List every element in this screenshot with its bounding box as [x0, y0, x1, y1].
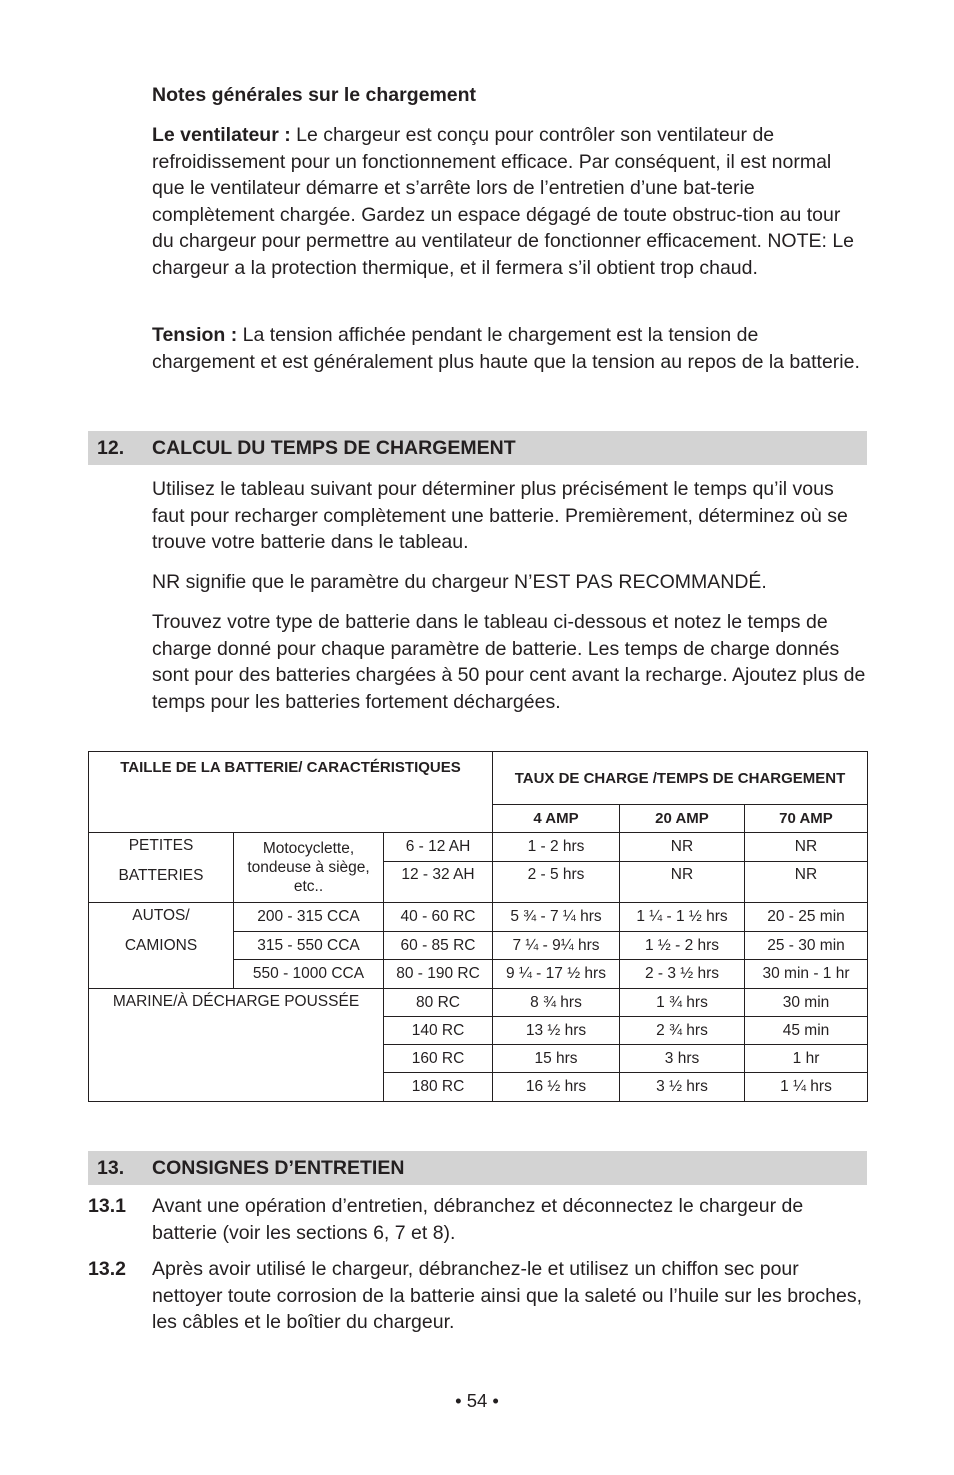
- table-cell: 200 - 315 CCA: [234, 903, 384, 932]
- table-cell: NR: [620, 833, 745, 862]
- item-13-1-number: 13.1: [88, 1195, 126, 1217]
- table-cell: NR: [620, 862, 745, 903]
- table-cell: 140 RC: [384, 1017, 493, 1045]
- voltage-text: La tension affichée pendant le chargement est la tension de chargement et est généralement plus haute que la tension au repos de la batterie.: [152, 324, 860, 373]
- table-cell: NR: [745, 833, 868, 862]
- marine-label: MARINE/À DÉCHARGE POUSSÉE: [89, 989, 384, 1102]
- table-cell: 2 - 3 ½ hrs: [620, 960, 745, 989]
- section-12-paragraph-2: NR signifie que le paramètre du chargeur N’EST PAS RECOMMANDÉ.: [152, 571, 767, 593]
- table-cell: 16 ½ hrs: [493, 1073, 620, 1102]
- table-cell: 1 - 2 hrs: [493, 833, 620, 862]
- table-cell: 80 - 190 RC: [384, 960, 493, 989]
- small-batteries-type: Motocyclette, tondeuse à siège, etc..: [234, 833, 384, 903]
- table-cell: NR: [745, 862, 868, 903]
- table-cell: 6 - 12 AH: [384, 833, 493, 862]
- section-12-header: [88, 431, 867, 465]
- amp-col-header: 70 AMP: [745, 805, 868, 833]
- amp-col-header: 20 AMP: [620, 805, 745, 833]
- table-cell: 1 ½ - 2 hrs: [620, 932, 745, 960]
- table-cell: 40 - 60 RC: [384, 903, 493, 932]
- table-cell: 3 hrs: [620, 1045, 745, 1073]
- table-cell: 80 RC: [384, 989, 493, 1017]
- table-cell: 45 min: [745, 1017, 868, 1045]
- item-13-1-text: Avant une opération d’entretien, débranchez et déconnectez le chargeur de batterie (voir les sections 6, 7 et 8).: [152, 1195, 804, 1244]
- table-cell: 7 ¼ - 9¼ hrs: [493, 932, 620, 960]
- table-cell: 1 hr: [745, 1045, 868, 1073]
- notes-heading: Notes générales sur le chargement: [152, 84, 477, 106]
- table-cell: 8 ¾ hrs: [493, 989, 620, 1017]
- table-cell: 2 ¾ hrs: [620, 1017, 745, 1045]
- section-13-number: 13.: [97, 1157, 125, 1179]
- table-cell: 550 - 1000 CCA: [234, 960, 384, 989]
- table-cell: 5 ¾ - 7 ¼ hrs: [493, 903, 620, 932]
- section-12-paragraph-3: Trouvez votre type de batterie dans le tableau ci-dessous et notez le temps de charge donné pour chaque paramètre de batterie. Les temps de charge donnés sont pour des batteries chargées à 50 pour cent avant la recharge. Ajoutez plus de temps pour les batteries fortement déchargées.: [152, 611, 866, 713]
- table-cell: 30 min - 1 hr: [745, 960, 868, 989]
- fan-paragraph: [152, 122, 866, 281]
- table-cell: 1 ¼ - 1 ½ hrs: [620, 903, 745, 932]
- voltage-paragraph: [152, 322, 866, 375]
- table-cell: 15 hrs: [493, 1045, 620, 1073]
- auto-trucks-label: AUTOS/ CAMIONS: [89, 903, 234, 989]
- item-13-2-text: Après avoir utilisé le chargeur, débranchez-le et utilisez un chiffon sec pour nettoyer toute corrosion de la batterie ainsi que la saleté ou l’huile sur les broches, les câbles et le boîtier du chargeur.: [152, 1258, 862, 1333]
- table-cell: 2 - 5 hrs: [493, 862, 620, 903]
- table-cell: 30 min: [745, 989, 868, 1017]
- fan-label: Le ventilateur :: [152, 124, 291, 146]
- amp-col-header: 4 AMP: [493, 805, 620, 833]
- table-cell: 1 ¾ hrs: [620, 989, 745, 1017]
- small-batteries-label: PETITES BATTERIES: [89, 833, 234, 903]
- section-12-number: 12.: [97, 437, 125, 459]
- table-cell: 60 - 85 RC: [384, 932, 493, 960]
- header-charge-rate: TAUX DE CHARGE /TEMPS DE CHARGEMENT: [493, 752, 868, 805]
- charge-time-table: [88, 751, 868, 1102]
- section-12-title: CALCUL DU TEMPS DE CHARGEMENT: [152, 437, 516, 459]
- table-cell: 25 - 30 min: [745, 932, 868, 960]
- table-cell: 20 - 25 min: [745, 903, 868, 932]
- section-12-paragraph-1: Utilisez le tableau suivant pour déterminer plus précisément le temps qu’il vous faut pour recharger complètement une batterie. Premièrement, déterminez où se trouve votre batterie dans le tableau.: [152, 478, 848, 553]
- table-cell: 3 ½ hrs: [620, 1073, 745, 1102]
- section-13-header: [88, 1151, 867, 1185]
- table-cell: 160 RC: [384, 1045, 493, 1073]
- table-cell: 13 ½ hrs: [493, 1017, 620, 1045]
- item-13-2-number: 13.2: [88, 1258, 126, 1280]
- table-cell: 315 - 550 CCA: [234, 932, 384, 960]
- voltage-label: Tension :: [152, 324, 238, 346]
- header-battery-size: TAILLE DE LA BATTERIE/ CARACTÉRISTIQUES: [89, 752, 493, 833]
- page-number: • 54 •: [455, 1390, 499, 1411]
- table-cell: 1 ¼ hrs: [745, 1073, 868, 1102]
- table-cell: 12 - 32 AH: [384, 862, 493, 903]
- fan-text: Le chargeur est conçu pour contrôler son ventilateur de refroidissement pour un fonctionnement efficace. Par conséquent, il est normal que le ventilateur démarre et s’arrête lors de l’entretien d’une bat-terie complètement chargée. Gardez un espace dégagé de toute obstruc-tion au tour du chargeur pour permettre au ventilateur de fonctionner efficacement. NOTE: Le chargeur a la protection thermique, et il fermera s’il obtient trop chaud.: [152, 124, 855, 279]
- table-cell: 9 ¼ - 17 ½ hrs: [493, 960, 620, 989]
- table-cell: 180 RC: [384, 1073, 493, 1102]
- section-13-title: CONSIGNES D’ENTRETIEN: [152, 1157, 405, 1179]
